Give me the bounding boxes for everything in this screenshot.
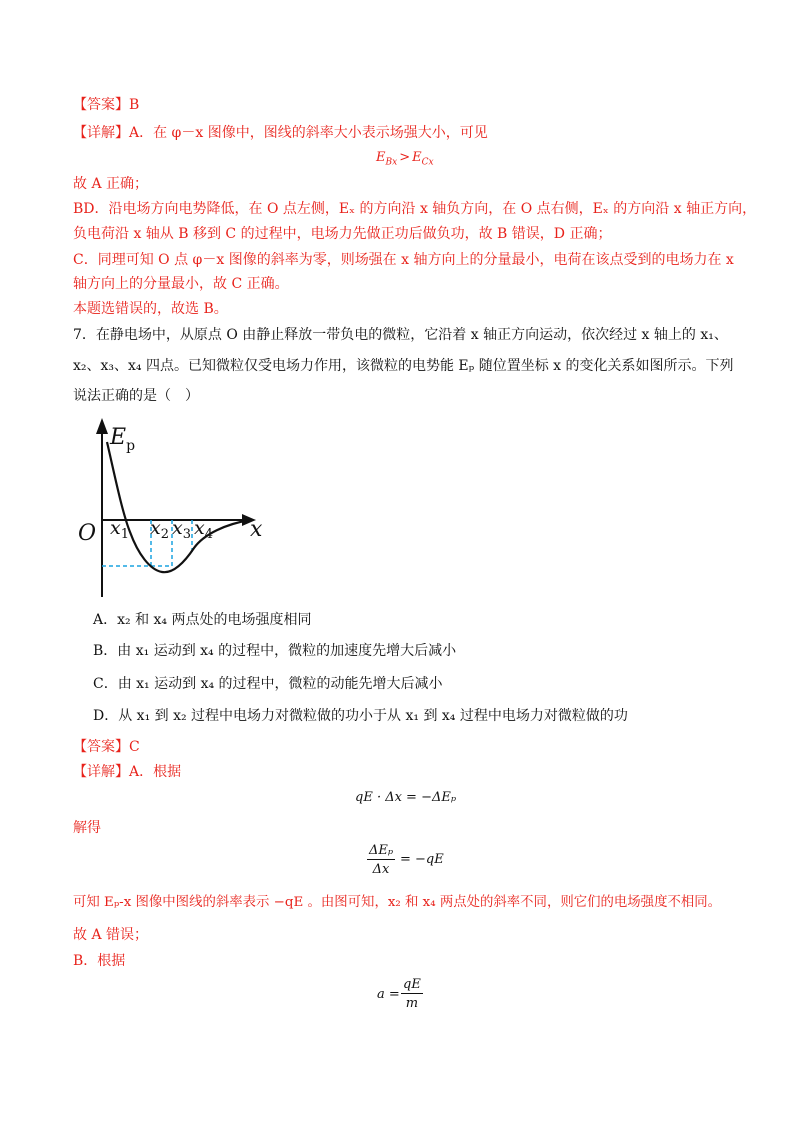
detail-line-c2: 轴方向上的分量最小，故 C 正确。 xyxy=(73,276,289,292)
answer7-line xyxy=(73,737,140,757)
option-c[interactable]: C．由 x₁ 运动到 x₄ 的过程中，微粒的动能先增大后减小 xyxy=(93,676,443,692)
fraction-denominator: Δx xyxy=(372,862,390,877)
x4-label: $x_4$ xyxy=(194,517,213,542)
detail-line-c1: C．同理可知 O 点 φ－x 图像的斜率为零，则场强在 x 轴方向上的分量最小，电荷在该点受到的电场力在 x xyxy=(73,252,734,268)
detail-line-a xyxy=(73,123,488,143)
x1-label: $x_1$ xyxy=(110,517,129,542)
equation-work-energy: qE · Δx = −ΔEₚ xyxy=(355,790,457,805)
y-axis-label: $E_p$ xyxy=(110,425,136,454)
formula-op: > xyxy=(399,150,411,165)
formula-rhs-sub: Cx xyxy=(421,157,434,168)
answer-label: 【答案】 xyxy=(73,97,129,113)
x2-label: $x_2$ xyxy=(150,517,169,542)
detail7-line-a-end: 故 A 错误； xyxy=(73,927,149,943)
answer-line xyxy=(73,95,139,115)
detail7-line-a xyxy=(73,762,181,782)
detail-text: A．在 φ－x 图像中，图线的斜率大小表示场强大小，可见 xyxy=(129,125,488,141)
detail7-know-line: 可知 Eₚ-x 图像中图线的斜率表示 −qE 。由图可知，x₂ 和 x₄ 两点处的斜率不同，则它们的电场强度不相同。 xyxy=(73,895,722,910)
equation-accel-fraction xyxy=(401,977,423,1011)
option-b[interactable]: B．由 x₁ 运动到 x₄ 的过程中，微粒的加速度先增大后减小 xyxy=(93,643,457,659)
fraction-numerator: ΔEₚ xyxy=(369,843,394,858)
detail7-solve: 解得 xyxy=(73,820,101,836)
detail7-label: 【详解】 xyxy=(73,764,129,780)
origin-label: O xyxy=(78,521,97,546)
accel-denominator: m xyxy=(405,996,419,1011)
formula-lhs-sub: Bx xyxy=(385,157,398,168)
option-d[interactable]: D．从 x₁ 到 x₂ 过程中电场力对微粒做的功小于从 x₁ 到 x₄ 过程中电场力对微粒做的功 xyxy=(93,708,628,724)
question7-line1: 7．在静电场中，从原点 O 由静止释放一带负电的微粒，它沿着 x 轴正方向运动，依次经过 x 轴上的 x₁、 xyxy=(73,327,728,343)
detail-conclusion: 本题选错误的，故选 B。 xyxy=(73,301,228,317)
detail-line-a-end: 故 A 正确； xyxy=(73,176,149,192)
equation-slope-rhs: = −qE xyxy=(400,852,444,867)
formula-rhs: E xyxy=(412,150,422,165)
detail7-text: A．根据 xyxy=(129,764,182,780)
detail-label: 【详解】 xyxy=(73,125,129,141)
x3-label: $x_3$ xyxy=(172,517,191,542)
option-a[interactable]: A．x₂ 和 x₄ 两点处的电场强度相同 xyxy=(93,612,312,628)
y-axis-arrow xyxy=(96,418,108,434)
detail7-line-b: B．根据 xyxy=(73,953,126,969)
x-axis-label: x xyxy=(250,517,263,542)
answer7-label: 【答案】 xyxy=(73,739,129,755)
question7-line2: x₂、x₃、x₄ 四点。已知微粒仅受电场力作用，该微粒的电势能 Eₚ 随位置坐标 x 的变化关系如图所示。下列 xyxy=(73,358,734,374)
answer7-value: C xyxy=(129,739,140,755)
detail-line-bd2: 负电荷沿 x 轴从 B 移到 C 的过程中，电场力先做正功后做负功，故 B 错误，D 正确； xyxy=(73,226,612,242)
answer-value: B xyxy=(129,97,140,113)
detail-line-bd1: BD．沿电场方向电势降低，在 O 点左侧，Eₓ 的方向沿 x 轴负方向，在 O 点右侧，Eₓ 的方向沿 x 轴正方向， xyxy=(73,201,757,217)
equation-slope-fraction xyxy=(367,843,395,877)
ep-curve xyxy=(107,442,250,572)
formula-e-compare xyxy=(376,150,434,168)
potential-energy-graph xyxy=(70,412,280,602)
question7-line3: 说法正确的是（ ） xyxy=(73,388,199,404)
formula-lhs: E xyxy=(376,150,386,165)
accel-numerator: qE xyxy=(403,977,421,992)
equation-accel-lhs: a = xyxy=(377,987,400,1002)
